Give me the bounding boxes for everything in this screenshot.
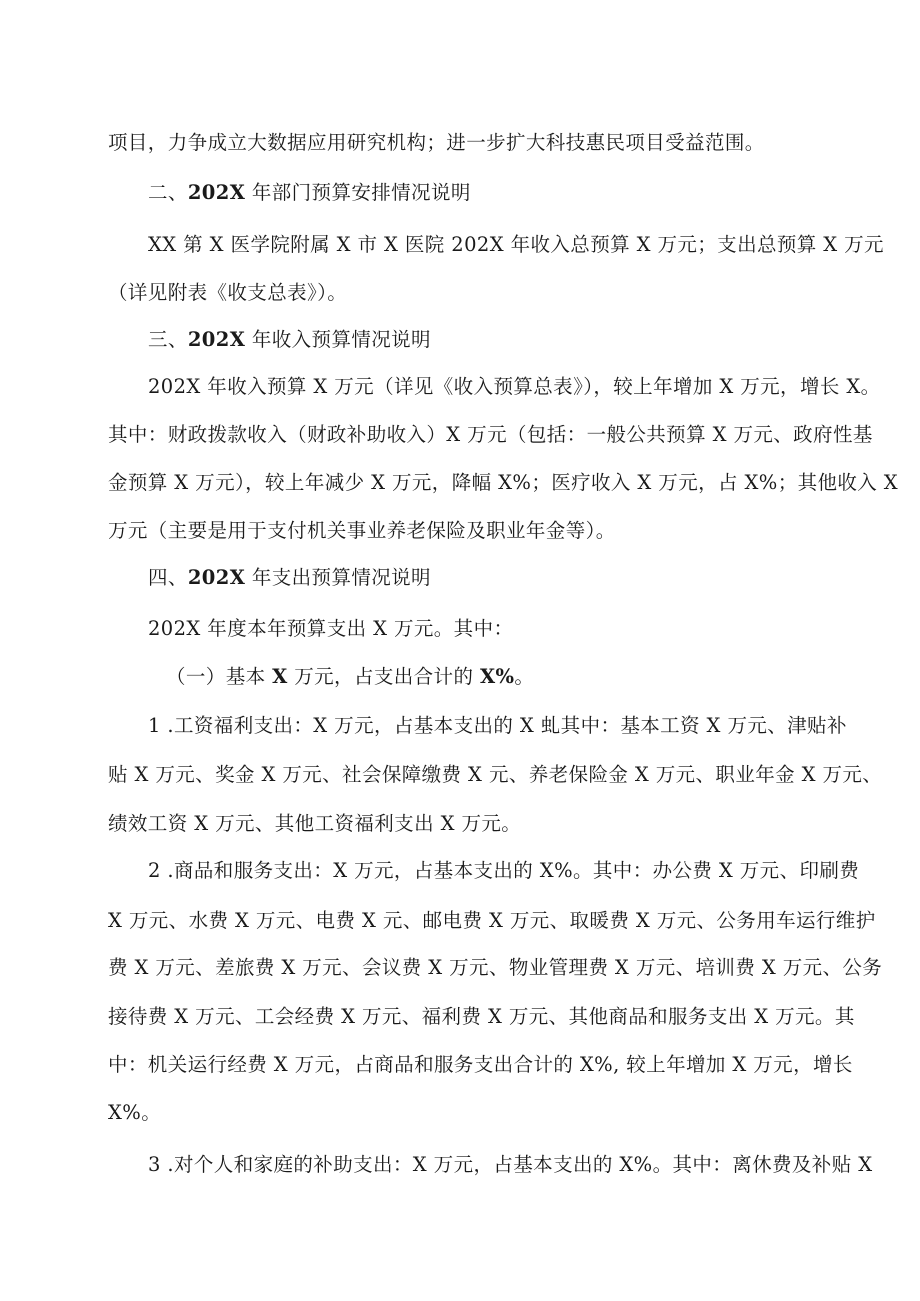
paragraph-line: XX 第 X 医学院附属 X 市 X 医院 202X 年收入总预算 X 万元；支出总预算 X 万元 — [148, 233, 884, 256]
paragraph-line: 项目，力争成立大数据应用研究机构；进一步扩大科技惠民项目受益范围。 — [108, 131, 765, 154]
item-percent: X% — [479, 665, 515, 688]
item-prefix: （一）基本 — [166, 665, 273, 688]
item-mid: 万元，占支出合计的 — [287, 665, 480, 688]
item-amount: X — [272, 665, 288, 688]
paragraph-line: 202X 年收入预算 X 万元（详见《收入预算总表》），较上年增加 X 万元，增长 X。 — [148, 375, 881, 398]
heading-prefix: 四、 — [148, 566, 188, 589]
heading-prefix: 二、 — [148, 181, 188, 204]
paragraph-line: 2 .商品和服务支出：X 万元，占基本支出的 X%。其中：办公费 X 万元、印刷费 — [148, 859, 860, 882]
heading-text: 年收入预算情况说明 — [245, 328, 431, 351]
subsection-item-1 — [166, 665, 534, 689]
paragraph-line: 费 X 万元、差旅费 X 万元、会议费 X 万元、物业管理费 X 万元、培训费 X 万元、公务 — [108, 956, 883, 979]
paragraph-line: X%。 — [108, 1101, 162, 1124]
paragraph-line: 接待费 X 万元、工会经费 X 万元、福利费 X 万元、其他商品和服务支出 X 万元。其 — [108, 1005, 855, 1028]
paragraph-line: 中：机关运行经费 X 万元，占商品和服务支出合计的 X%, 较上年增加 X 万元，增长 — [108, 1053, 853, 1076]
paragraph-line: 1 .工资福利支出：X 万元，占基本支出的 X 虬其中：基本工资 X 万元、津贴补 — [148, 714, 847, 737]
paragraph-line: 绩效工资 X 万元、其他工资福利支出 X 万元。 — [108, 812, 522, 835]
paragraph-line: X 万元、水费 X 万元、电费 X 元、邮电费 X 万元、取暖费 X 万元、公务用车运行维护 — [108, 909, 876, 932]
paragraph-line: （详见附表《收支总表》）。 — [108, 281, 348, 304]
heading-year: 202X — [187, 181, 246, 204]
heading-text: 年支出预算情况说明 — [245, 566, 431, 589]
heading-year: 202X — [187, 566, 246, 589]
section-heading-3 — [148, 328, 431, 352]
item-suffix: 。 — [514, 665, 535, 688]
paragraph-line: 万元（主要是用于支付机关事业养老保险及职业年金等）。 — [108, 519, 616, 542]
paragraph-line: 其中：财政拨款收入（财政补助收入）X 万元（包括：一般公共预算 X 万元、政府性基 — [108, 423, 873, 446]
section-heading-2 — [148, 181, 471, 205]
paragraph-line: 3 .对个人和家庭的补助支出：X 万元，占基本支出的 X%。其中：离休费及补贴 X — [148, 1153, 873, 1176]
heading-prefix: 三、 — [148, 328, 188, 351]
section-heading-4 — [148, 566, 431, 590]
paragraph-line: 贴 X 万元、奖金 X 万元、社会保障缴费 X 元、养老保险金 X 万元、职业年金 X 万元、 — [108, 763, 883, 786]
paragraph-line: 金预算 X 万元），较上年减少 X 万元，降幅 X%；医疗收入 X 万元，占 X%；其他收入 X — [108, 471, 899, 494]
heading-year: 202X — [187, 328, 246, 351]
heading-text: 年部门预算安排情况说明 — [245, 181, 471, 204]
paragraph-line: 202X 年度本年预算支出 X 万元。其中： — [148, 617, 514, 640]
